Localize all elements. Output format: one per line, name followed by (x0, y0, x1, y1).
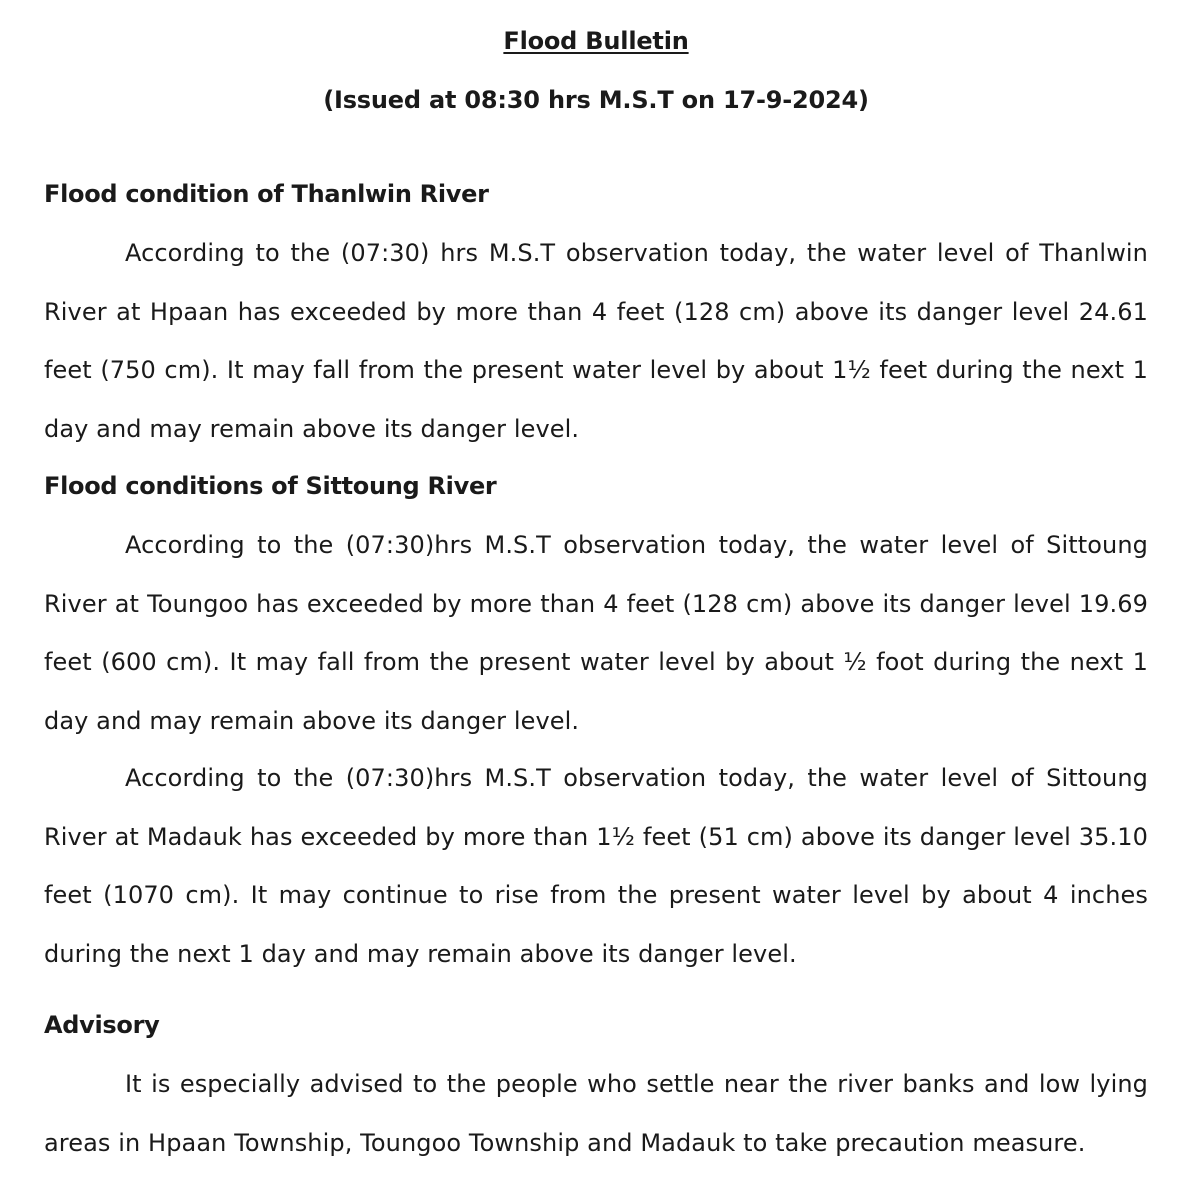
paragraph-sittoung-madauk: According to the (07:30)hrs M.S.T observation today, the water level of Sittoung River at Madauk has exceeded by more than 1½ feet (51 cm) above its danger level 35.10 feet (1070 cm). It may continue to rise from the present water level by about 4 inches during the next 1 day and may remain above its danger level. (44, 764, 1148, 968)
paragraph-sittoung-toungoo: According to the (07:30)hrs M.S.T observation today, the water level of Sittoung River at Toungoo has exceeded by more than 4 feet (128 cm) above its danger level 19.69 feet (600 cm). It may fall from the present water level by about ½ foot during the next 1 day and may remain above its danger level. (44, 531, 1148, 735)
heading-sittoung: Flood conditions of Sittoung River (44, 472, 497, 500)
paragraph-thanlwin: According to the (07:30) hrs M.S.T observation today, the water level of Thanlwin River at Hpaan has exceeded by more than 4 feet (128 cm) above its danger level 24.61 feet (750 cm). It may fall from the present water level by about 1½ feet during the next 1 day and may remain above its danger level. (44, 239, 1148, 443)
heading-thanlwin: Flood condition of Thanlwin River (44, 180, 489, 208)
heading-advisory: Advisory (44, 1011, 160, 1039)
issued-line: (Issued at 08:30 hrs M.S.T on 17-9-2024) (323, 86, 869, 114)
document-title: Flood Bulletin (503, 27, 689, 55)
paragraph-advisory: It is especially advised to the people who settle near the river banks and low lying areas in Hpaan Township, Toungoo Township and Madauk to take precaution measure. (44, 1070, 1148, 1157)
